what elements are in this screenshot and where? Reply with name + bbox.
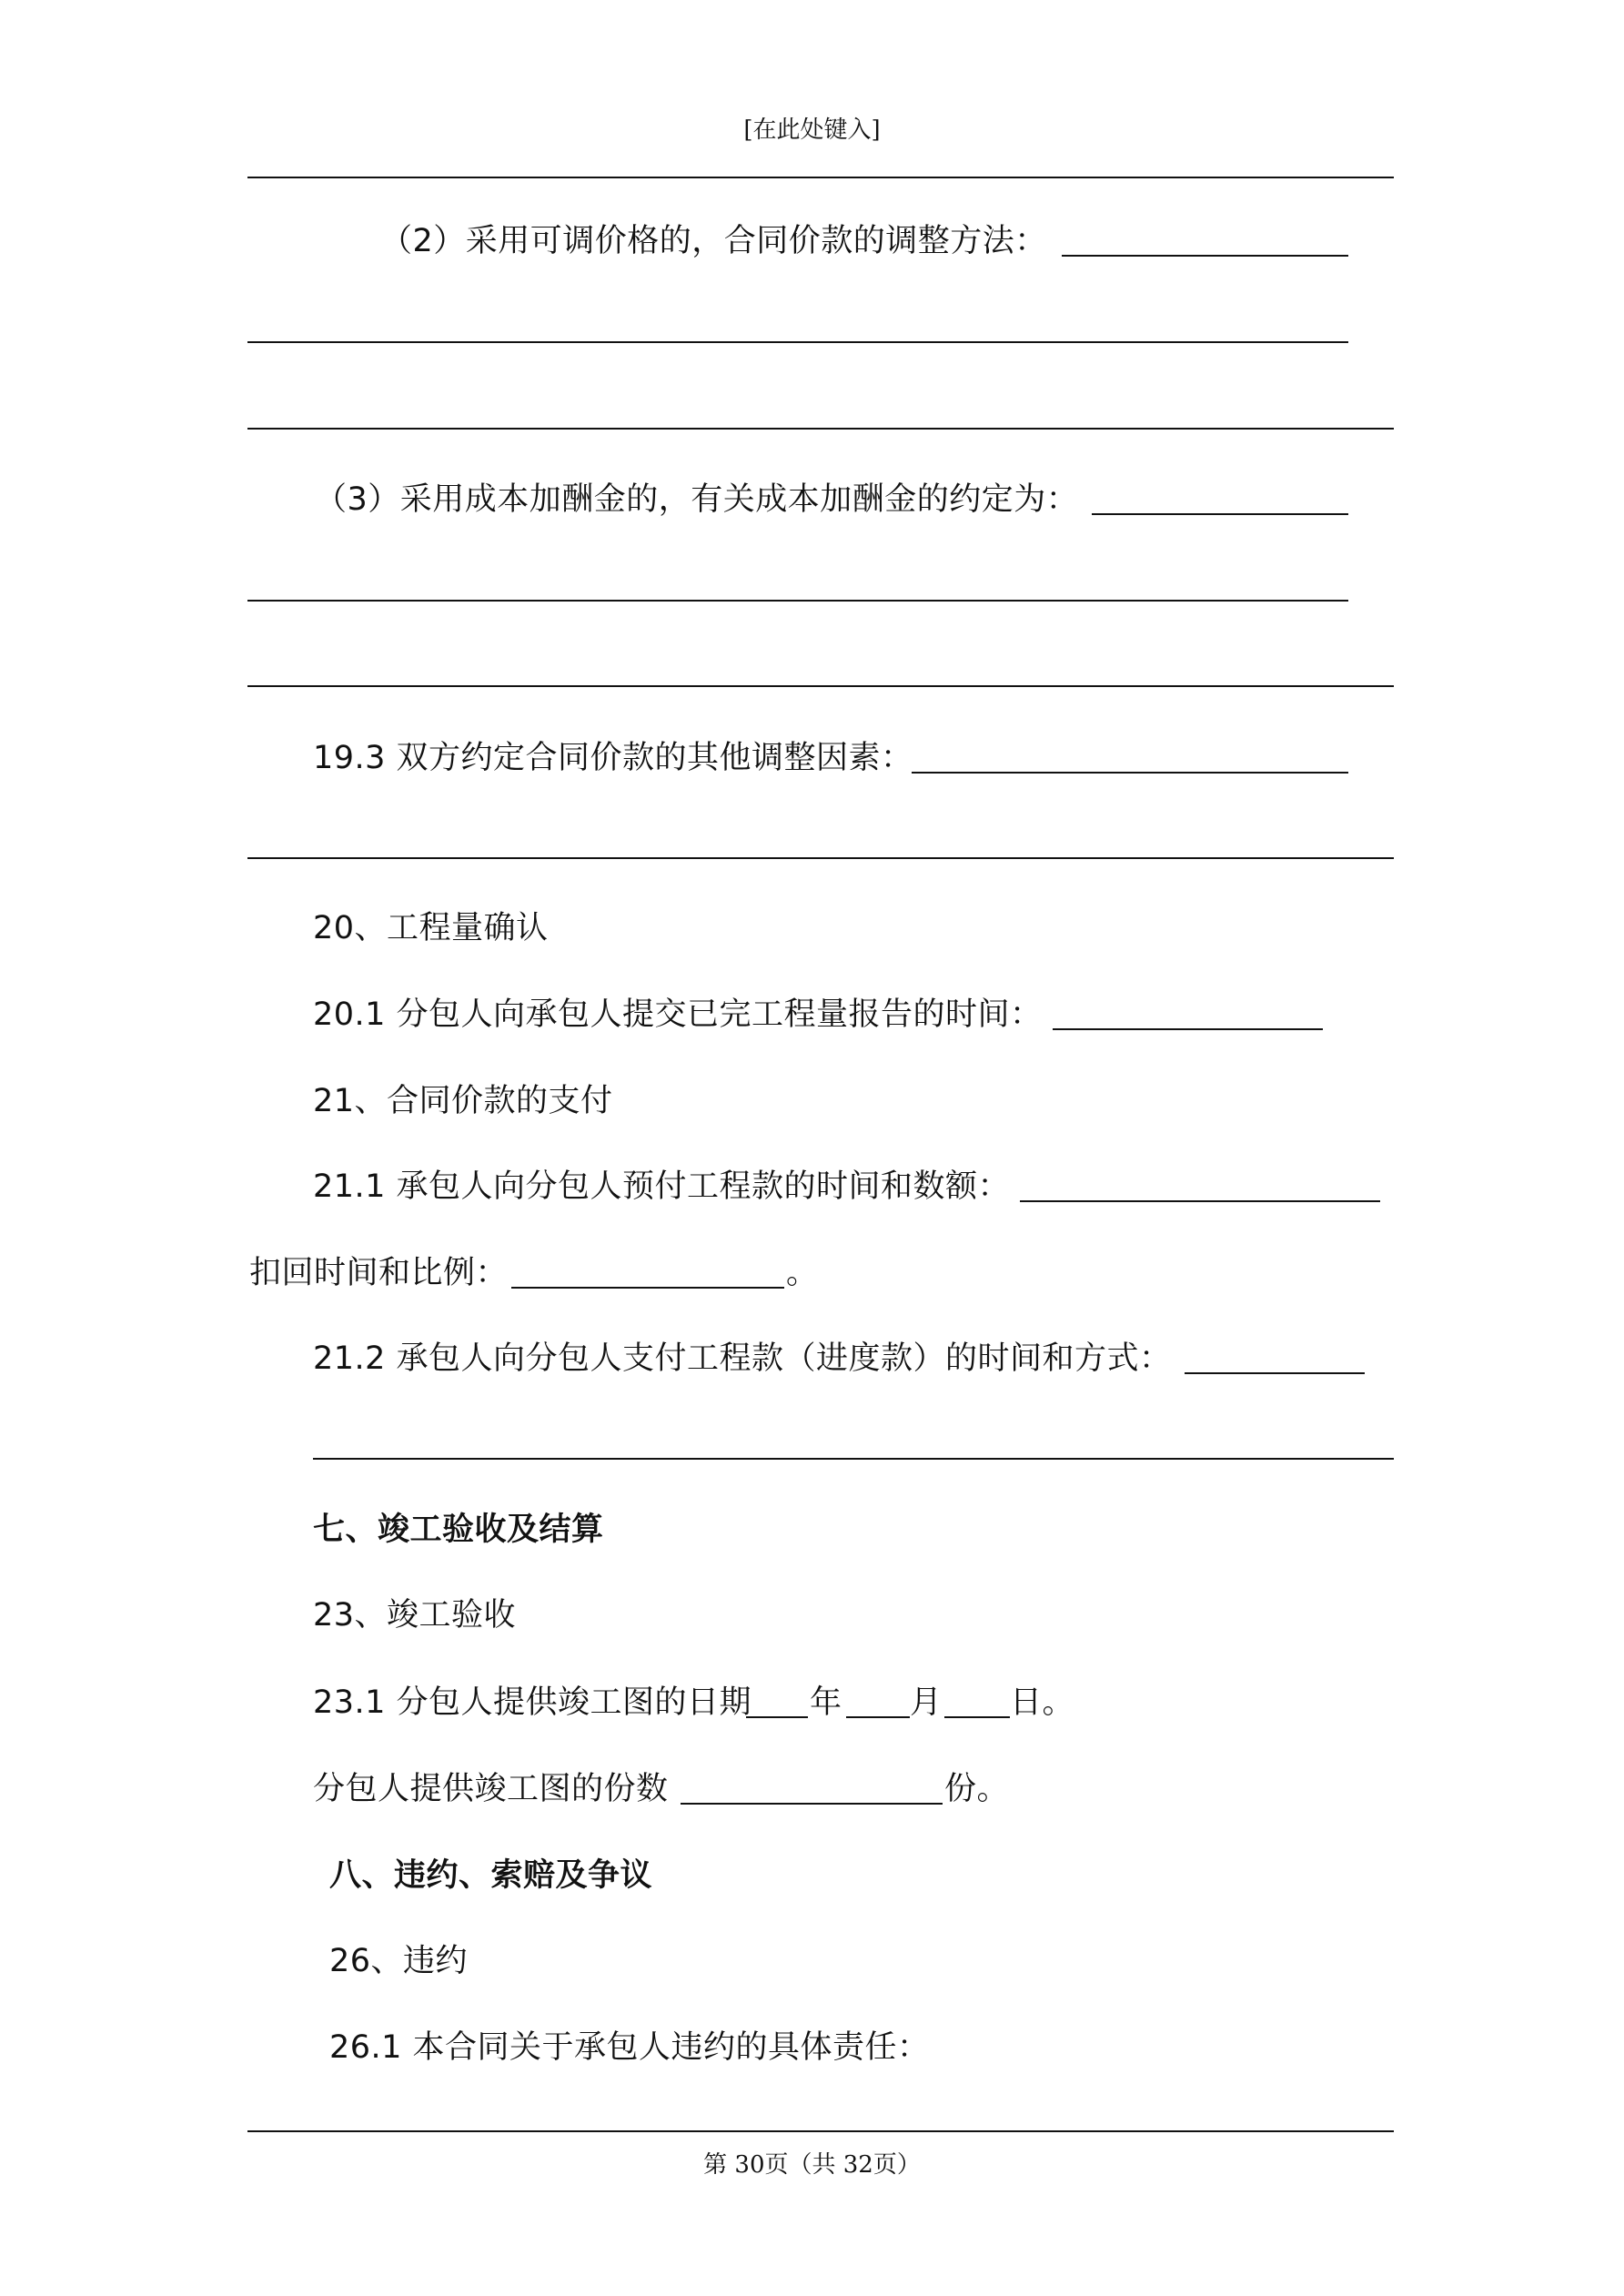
item-19-3: 19.3 双方约定合同价款的其他调整因素： <box>313 740 913 776</box>
copies-suffix: 份。 <box>944 1771 1010 1807</box>
item-21-1-blank <box>1020 1200 1380 1202</box>
section-8-heading: 八、违约、索赔及争议 <box>329 1857 653 1894</box>
item-21-1: 21.1 承包人向分包人预付工程款的时间和数额： <box>313 1168 1011 1205</box>
year-label: 年 <box>810 1684 842 1721</box>
day-blank <box>944 1716 1010 1718</box>
item-26-1: 26.1 本合同关于承包人违约的具体责任： <box>329 2029 930 2066</box>
item-23-heading: 23、竣工验收 <box>313 1597 517 1633</box>
item-21-heading: 21、合同价款的支付 <box>313 1083 613 1119</box>
cost-plus-line-2 <box>247 685 1394 687</box>
item-23-1-label: 23.1 分包人提供竣工图的日期 <box>313 1684 752 1721</box>
year-blank <box>746 1716 808 1718</box>
copies-label: 分包人提供竣工图的份数 <box>313 1771 669 1807</box>
adjustable-price-clause: （2）采用可调价格的，合同价款的调整方法： <box>380 223 1047 259</box>
month-label: 月 <box>910 1684 943 1721</box>
adjustable-price-line-1 <box>247 341 1348 343</box>
item-21-2-blank <box>1185 1372 1365 1374</box>
month-blank <box>846 1716 910 1718</box>
cost-plus-clause: （3）采用成本加酬金的，有关成本加酬金的约定为： <box>315 481 1079 518</box>
item-21-2-line <box>313 1458 1394 1460</box>
cost-plus-blank <box>1092 513 1348 515</box>
section-7-heading: 七、竣工验收及结算 <box>313 1512 604 1548</box>
deduction-period: 。 <box>786 1255 819 1291</box>
item-20-1: 20.1 分包人向承包人提交已完工程量报告的时间： <box>313 996 1043 1033</box>
day-label: 日。 <box>1010 1684 1075 1721</box>
header-rule <box>247 177 1394 178</box>
footer-rule <box>247 2130 1394 2132</box>
page-header: [在此处键入] <box>743 116 881 144</box>
item-20-1-blank <box>1053 1028 1323 1030</box>
item-20-heading: 20、工程量确认 <box>313 910 549 946</box>
deduction-blank <box>511 1287 784 1289</box>
adjustable-price-line-2 <box>247 428 1394 430</box>
item-19-3-line <box>247 857 1394 859</box>
item-19-3-blank <box>912 772 1348 774</box>
cost-plus-line-1 <box>247 600 1348 602</box>
item-21-2: 21.2 承包人向分包人支付工程款（进度款）的时间和方式： <box>313 1340 1172 1377</box>
adjustable-price-blank <box>1062 255 1348 257</box>
copies-blank <box>681 1803 943 1805</box>
item-26-heading: 26、违约 <box>329 1943 469 1979</box>
page-footer: 第 30页（共 32页） <box>703 2151 921 2179</box>
deduction-label: 扣回时间和比例： <box>249 1255 509 1291</box>
